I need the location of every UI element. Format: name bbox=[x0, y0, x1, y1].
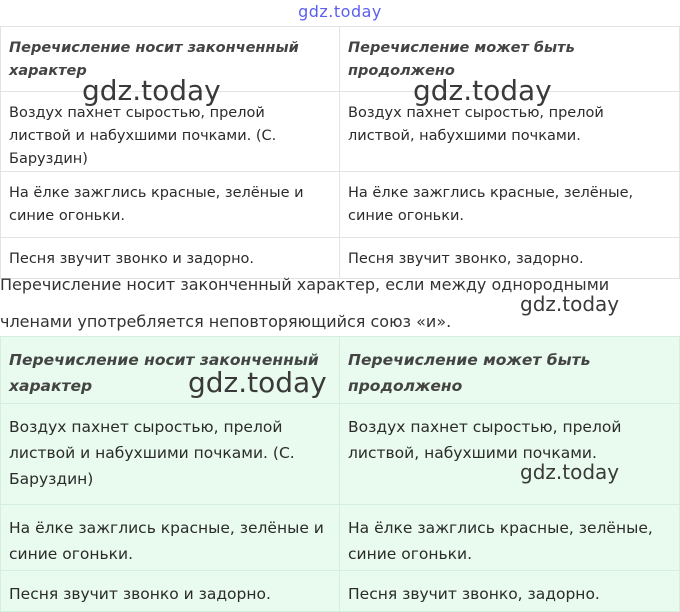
table-row bbox=[1, 172, 680, 238]
watermark: gdz.today bbox=[188, 366, 327, 399]
header-continued: Перечисление может быть продолжено bbox=[340, 337, 680, 404]
table-cell: На ёлке зажглись красные, зелёные и синие огоньки. bbox=[1, 505, 340, 571]
header-continued: Перечисление может быть продолжено bbox=[340, 27, 680, 92]
watermark: gdz.today bbox=[413, 74, 552, 107]
table-cell: Песня звучит звонко и задорно. bbox=[1, 238, 340, 279]
header-finished: Перечисление носит законченный характер bbox=[1, 337, 340, 404]
table-cell: На ёлке зажглись красные, зелёные и синие огоньки. bbox=[1, 172, 340, 238]
table-cell: Песня звучит звонко, задорно. bbox=[340, 238, 680, 279]
table-header-row bbox=[1, 337, 680, 404]
watermark: gdz.today bbox=[82, 74, 221, 107]
comparison-table-2 bbox=[0, 336, 680, 612]
table-cell: Песня звучит звонко, задорно. bbox=[340, 571, 680, 612]
header-finished: Перечисление носит законченный характер bbox=[1, 27, 340, 92]
table-cell: На ёлке зажглись красные, зелёные, синие огоньки. bbox=[340, 172, 680, 238]
table-cell: Воздух пахнет сыростью, прелой листвой, набухшими почками. bbox=[340, 92, 680, 172]
table-header-row bbox=[1, 27, 680, 92]
table-cell: Воздух пахнет сыростью, прелой листвой и набухшими почками. (С. Баруздин) bbox=[1, 404, 340, 505]
table-cell: Воздух пахнет сыростью, прелой листвой и набухшими почками. (С. Баруздин) bbox=[1, 92, 340, 172]
table-row bbox=[1, 404, 680, 505]
table-cell: Воздух пахнет сыростью, прелой листвой, набухшими почками. bbox=[340, 404, 680, 505]
comparison-table-1 bbox=[0, 26, 680, 279]
table-cell: На ёлке зажглись красные, зелёные, синие огоньки. bbox=[340, 505, 680, 571]
watermark: gdz.today bbox=[520, 292, 620, 316]
table-row bbox=[1, 92, 680, 172]
table-row bbox=[1, 505, 680, 571]
table-cell: Песня звучит звонко и задорно. bbox=[1, 571, 340, 612]
rule-paragraph: Перечисление носит законченный характер, если между однородными членами употребляется неповторяющийся союз «и». bbox=[0, 275, 610, 331]
watermark-top: gdz.today bbox=[298, 2, 382, 21]
table-row bbox=[1, 571, 680, 612]
watermark: gdz.today bbox=[520, 460, 620, 484]
